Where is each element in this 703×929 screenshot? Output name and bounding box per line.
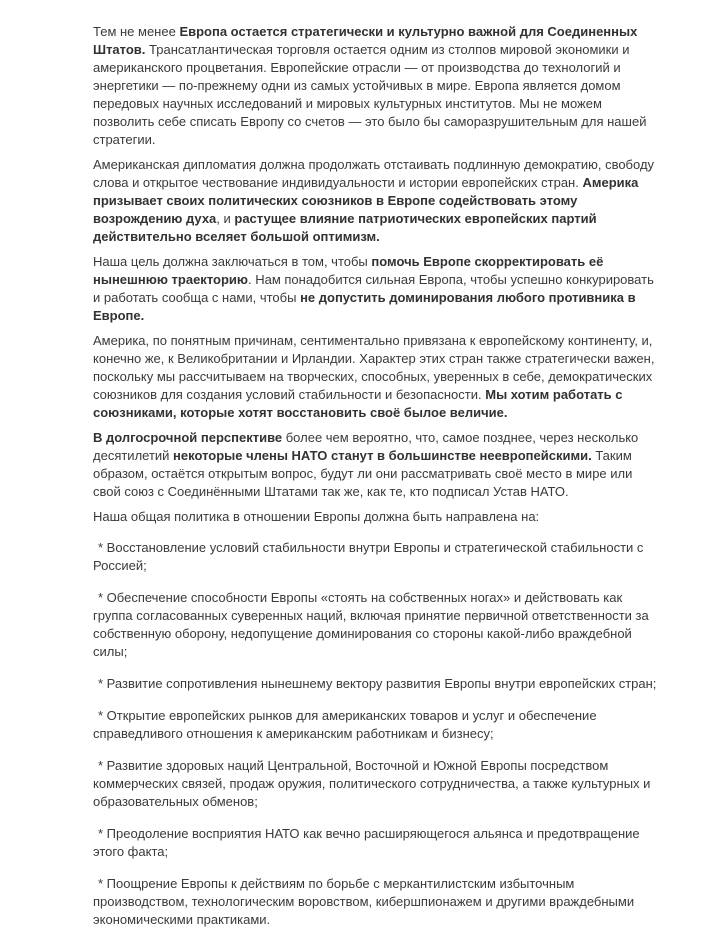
paragraph [93, 253, 659, 325]
bullet-paragraph [93, 875, 659, 929]
bold-text-run: помочь Европе скорректировать её нынешнюю траекторию [93, 254, 604, 287]
bullet-paragraph [93, 589, 659, 661]
paragraph [93, 156, 659, 246]
text-run: Трансатлантическая торговля остается одним из столпов мировой экономики и американского процветания. Европейские отрасли — от производства до технологий и энергетики — по-прежнему одни из самых устойчивых в мире. Европа является домом передовых научных исследований и мировых культурных институтов. Мы не можем позволить себе списать Европу со счетов — это было бы саморазрушительным для нашей стратегии. [93, 42, 647, 147]
bold-text-run: Европа остается стратегически и культурно важной для Соединенных Штатов. [93, 24, 638, 57]
text-run: * Развитие сопротивления нынешнему вектору развития Европы внутри европейских стран; [98, 676, 657, 691]
text-run: * Обеспечение способности Европы «стоять на собственных ногах» и действовать как группа согласованных суверенных наций, включая принятие первичной ответственности за собственную оборону, недопущение доминирования со стороны какой-либо враждебной силы; [93, 590, 649, 659]
text-run: * Восстановление условий стабильности внутри Европы и стратегической стабильности с Россией; [93, 540, 644, 573]
text-run: * Развитие здоровых наций Центральной, Восточной и Южной Европы посредством коммерческих связей, продаж оружия, политического сотрудничества, а также культурных и образовательных обменов; [93, 758, 651, 809]
text-run: Тем не менее [93, 24, 180, 39]
text-run: * Преодоление восприятия НАТО как вечно расширяющегося альянса и предотвращение этого факта; [93, 826, 640, 859]
text-run: Наша цель должна заключаться в том, чтобы [93, 254, 372, 269]
text-run: Америка, по понятным причинам, сентиментально привязана к европейскому континенту, и, конечно же, к Великобритании и Ирландии. Характер этих стран также стратегически важен, поскольку мы рассчитываем на творческих, способных, уверенных в себе, демократических союзников для создания условий стабильности и безопасности. [93, 333, 655, 402]
lead-in-paragraph [93, 508, 659, 526]
paragraph [93, 429, 659, 501]
text-run: * Открытие европейских рынков для американских товаров и услуг и обеспечение справедливого отношения к американским работникам и бизнесу; [93, 708, 597, 741]
text-run: Наша общая политика в отношении Европы должна быть направлена на: [93, 509, 540, 524]
text-run: Американская дипломатия должна продолжать отстаивать подлинную демократию, свободу слова и открытое чествование индивидуальности и истории европейских стран. [93, 157, 655, 190]
text-run: более чем вероятно, что, самое позднее, через несколько десятилетий [93, 430, 639, 463]
bold-text-run: некоторые члены НАТО станут в большинстве неевропейскими. [173, 448, 592, 463]
text-run: , и [216, 211, 235, 226]
bullet-paragraph [93, 707, 659, 743]
bold-text-run: не допустить доминирования любого противника в Европе. [93, 290, 636, 323]
bullet-paragraph [93, 757, 659, 811]
bold-text-run: растущее влияние патриотических европейских партий действительно вселяет большой оптимизм. [93, 211, 597, 244]
bold-text-run: Америка призывает своих политических союзников в Европе содействовать этому возрождению духа [93, 175, 639, 226]
text-run: Таким образом, остаётся открытым вопрос, будут ли они рассматривать своё место в мире или свой союз с Соединёнными Штатами так же, как те, кто подписал Устав НАТО. [93, 448, 633, 499]
text-run: . Нам понадобится сильная Европа, чтобы успешно конкурировать и работать сообща с нами, чтобы [93, 272, 654, 305]
text-run: * Поощрение Европы к действиям по борьбе с меркантилистским избыточным производством, технологическим воровством, кибершпионажем и другими враждебными экономическими практиками. [93, 876, 635, 927]
paragraph [93, 332, 659, 422]
bullet-paragraph [93, 539, 659, 575]
bold-text-run: Мы хотим работать с союзниками, которые хотят восстановить своё былое величие. [93, 387, 623, 420]
paragraph [93, 23, 659, 149]
bold-text-run: В долгосрочной перспективе [93, 430, 283, 445]
bullet-paragraph [93, 825, 659, 861]
bullet-paragraph [93, 675, 659, 693]
